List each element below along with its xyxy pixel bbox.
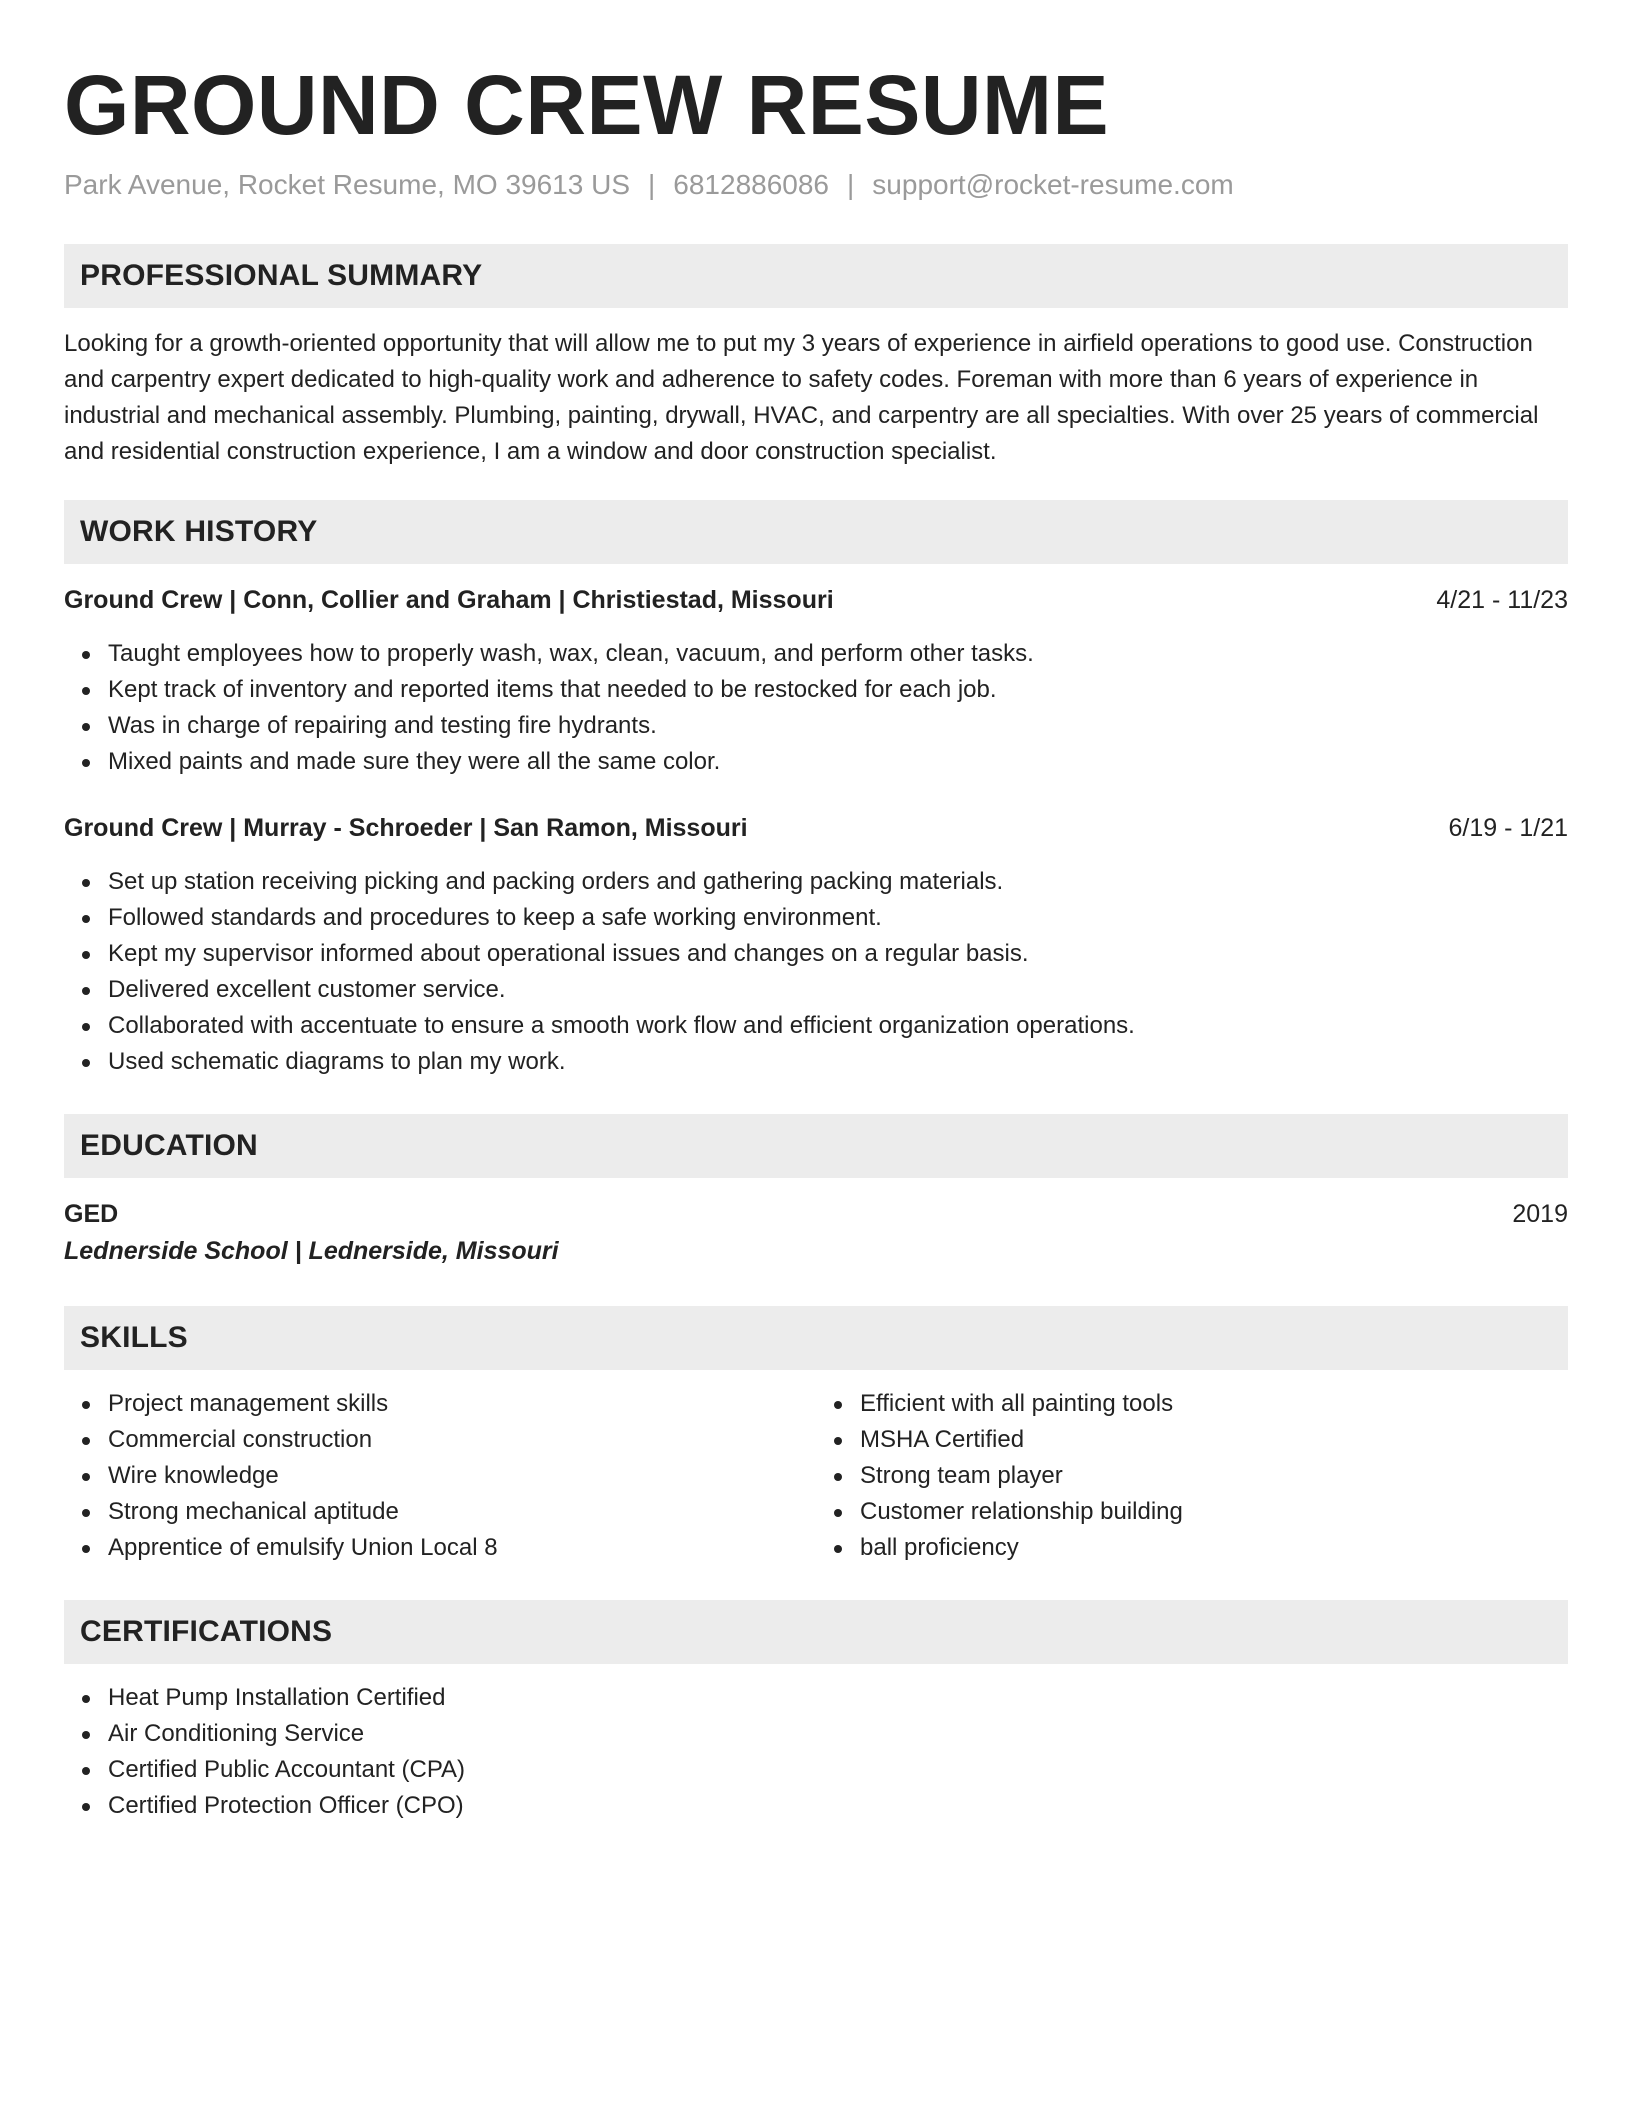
skills-column-right <box>816 1386 1568 1566</box>
skills-heading: SKILLS <box>64 1306 1568 1370</box>
work-history-heading: WORK HISTORY <box>64 500 1568 564</box>
list-item: Certified Public Accountant (CPA) <box>108 1752 1568 1788</box>
education-section <box>64 1114 1568 1270</box>
skills-column-left <box>64 1386 816 1566</box>
list-item: Air Conditioning Service <box>108 1716 1568 1752</box>
list-item: ball proficiency <box>860 1530 1568 1566</box>
list-item: Mixed paints and made sure they were all the same color. <box>108 744 1568 780</box>
list-item: Customer relationship building <box>860 1494 1568 1530</box>
contact-phone[interactable]: 6812886086 <box>673 169 830 200</box>
list-item: Certified Protection Officer (CPO) <box>108 1788 1568 1824</box>
job-dates: 4/21 - 11/23 <box>1436 586 1568 614</box>
education-year: 2019 <box>1512 1200 1568 1228</box>
certifications-section <box>64 1600 1568 1824</box>
contact-email[interactable]: support@rocket-resume.com <box>872 169 1234 200</box>
list-item: Collaborated with accentuate to ensure a smooth work flow and efficient organization operations. <box>108 1008 1568 1044</box>
skills-list <box>64 1386 816 1566</box>
summary-section <box>64 244 1568 470</box>
job-header <box>64 810 1568 846</box>
list-item: Wire knowledge <box>108 1458 816 1494</box>
education-degree: GED <box>64 1200 119 1228</box>
education-row <box>64 1196 1568 1232</box>
list-item: Used schematic diagrams to plan my work. <box>108 1044 1568 1080</box>
list-item: Kept my supervisor informed about operational issues and changes on a regular basis. <box>108 936 1568 972</box>
contact-separator: | <box>648 169 656 200</box>
job-duties <box>64 864 1568 1080</box>
contact-separator: | <box>847 169 855 200</box>
list-item: Efficient with all painting tools <box>860 1386 1568 1422</box>
job-header <box>64 582 1568 618</box>
certifications-list <box>64 1680 1568 1824</box>
skills-list <box>816 1386 1568 1566</box>
certifications-heading: CERTIFICATIONS <box>64 1600 1568 1664</box>
contact-line <box>64 167 1568 203</box>
list-item: Kept track of inventory and reported items that needed to be restocked for each job. <box>108 672 1568 708</box>
list-item: Commercial construction <box>108 1422 816 1458</box>
education-heading: EDUCATION <box>64 1114 1568 1178</box>
list-item: Project management skills <box>108 1386 816 1422</box>
job-title: Ground Crew | Conn, Collier and Graham | Christiestad, Missouri <box>64 586 834 614</box>
education-school: Lednerside School | Lednerside, Missouri <box>64 1237 559 1265</box>
list-item: Apprentice of emulsify Union Local 8 <box>108 1530 816 1566</box>
list-item: Strong mechanical aptitude <box>108 1494 816 1530</box>
list-item: Taught employees how to properly wash, wax, clean, vacuum, and perform other tasks. <box>108 636 1568 672</box>
list-item: MSHA Certified <box>860 1422 1568 1458</box>
job-entry <box>64 810 1568 1080</box>
contact-address: Park Avenue, Rocket Resume, MO 39613 US <box>64 169 630 200</box>
list-item: Set up station receiving picking and packing orders and gathering packing materials. <box>108 864 1568 900</box>
summary-text: Looking for a growth-oriented opportunity that will allow me to put my 3 years of experience in airfield operations to good use. Construction and carpentry expert dedicated to high-quality work and adherence to safety codes. Foreman with more than 6 years of experience in industrial and mechanical assembly. Plumbing, painting, drywall, HVAC, and carpentry are all specialties. With over 25 years of commercial and residential construction experience, I am a window and door construction specialist. <box>64 330 1539 465</box>
job-title: Ground Crew | Murray - Schroeder | San Ramon, Missouri <box>64 814 748 842</box>
skills-grid <box>64 1386 1568 1566</box>
skills-section <box>64 1306 1568 1566</box>
summary-heading: PROFESSIONAL SUMMARY <box>64 244 1568 308</box>
work-history-section <box>64 500 1568 1080</box>
list-item: Was in charge of repairing and testing fire hydrants. <box>108 708 1568 744</box>
resume-title: GROUND CREW RESUME <box>64 58 1110 152</box>
job-dates: 6/19 - 1/21 <box>1448 814 1568 842</box>
job-entry <box>64 582 1568 780</box>
list-item: Delivered excellent customer service. <box>108 972 1568 1008</box>
list-item: Strong team player <box>860 1458 1568 1494</box>
job-duties <box>64 636 1568 780</box>
list-item: Followed standards and procedures to keep a safe working environment. <box>108 900 1568 936</box>
list-item: Heat Pump Installation Certified <box>108 1680 1568 1716</box>
